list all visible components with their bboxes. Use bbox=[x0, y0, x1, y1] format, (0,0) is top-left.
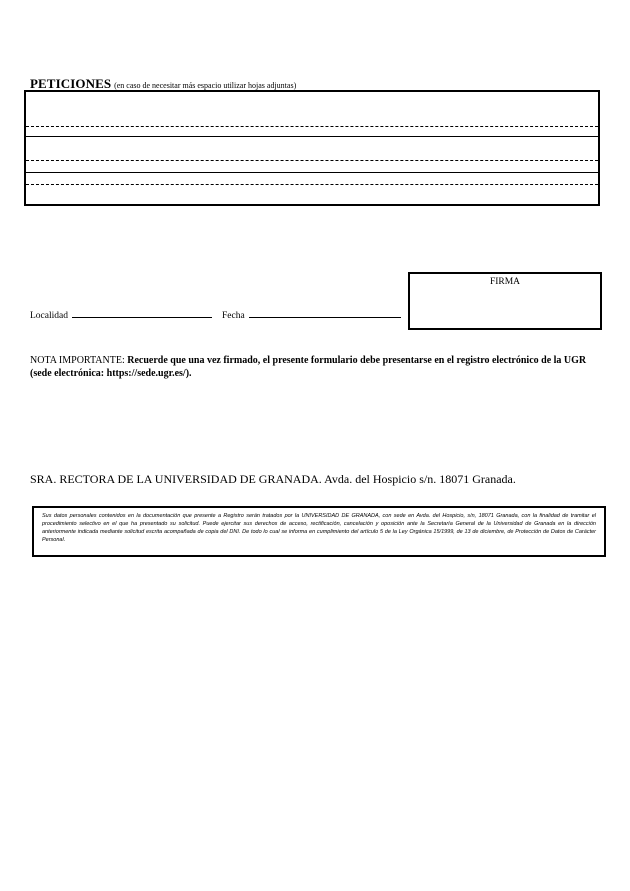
fecha-input[interactable] bbox=[249, 308, 401, 318]
privacy-notice-text: Sus datos personales contenidos en la documentación que presente a Registro serán tratados por la UNIVERSIDAD DE GRANADA, con sede en Avda. del Hospicio, s/n, 18071 Granada, con la finalidad de tramitar el procedimiento selectivo en el que ha presentado su solicitud. Puede ejercitar sus derechos de acceso, rectificación, cancelación y oposición ante la Secretaría General de la Universidad de Granada en la dirección anteriormente indicada mediante solicitud escrita acompañada de copia del DNI. De todo lo cual se informa en cumplimiento del artículo 5 de la Ley Orgánica 15/1999, de 13 de diciembre, de Protección de Datos de Carácter Personal. bbox=[42, 513, 596, 543]
destinatario: SRA. RECTORA DE LA UNIVERSIDAD DE GRANADA. Avda. del Hospicio s/n. 18071 Granada. bbox=[30, 472, 516, 486]
nota-prefix: NOTA IMPORTANTE: bbox=[30, 355, 125, 366]
peticiones-line bbox=[26, 184, 598, 185]
peticiones-note: (en caso de necesitar más espacio utilizar hojas adjuntas) bbox=[114, 81, 297, 90]
nota-text: Recuerde que una vez firmado, el presente formulario debe presentarse en el registro electrónico de la UGR (sede electrónica: https://sede.ugr.es/). bbox=[30, 355, 587, 379]
peticiones-line bbox=[26, 136, 598, 137]
localidad-label: Localidad bbox=[30, 311, 68, 321]
localidad-field bbox=[30, 308, 212, 321]
privacy-notice-box bbox=[32, 506, 606, 557]
localidad-input[interactable] bbox=[72, 308, 212, 318]
peticiones-line bbox=[26, 172, 598, 173]
peticiones-line bbox=[26, 126, 598, 127]
firma-box[interactable] bbox=[408, 272, 602, 330]
fecha-label: Fecha bbox=[222, 311, 245, 321]
peticiones-line bbox=[26, 160, 598, 161]
peticiones-title: PETICIONES bbox=[30, 76, 112, 91]
firma-label: FIRMA bbox=[489, 277, 521, 287]
peticiones-textarea[interactable] bbox=[24, 90, 600, 206]
fecha-field bbox=[222, 308, 401, 321]
nota-importante bbox=[30, 354, 602, 380]
